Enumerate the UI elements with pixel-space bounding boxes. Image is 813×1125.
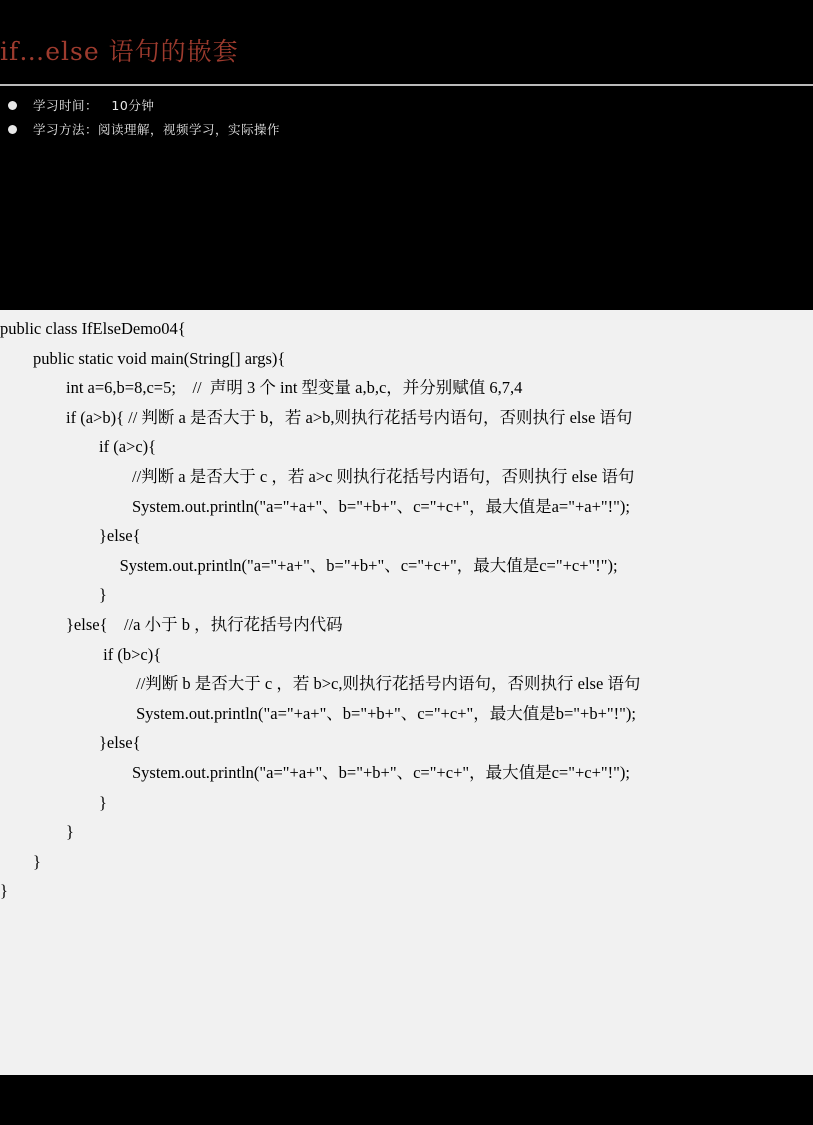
code-line: //判断 a 是否大于 c ，若 a>c 则执行花括号内语句，否则执行 else 语句	[0, 466, 635, 486]
code-line: System.out.println("a="+a+"、b="+b+"、c="+c+"，最大值是a="+a+"!");	[0, 496, 630, 516]
code-block	[0, 310, 813, 1075]
bullet-dot-icon	[8, 125, 17, 134]
code-line: public static void main(String[] args){	[0, 348, 286, 368]
code-line: if (a>b){ // 判断 a 是否大于 b，若 a>b,则执行花括号内语句，否则执行 else 语句	[0, 407, 633, 427]
code-line: System.out.println("a="+a+"、b="+b+"、c="+c+"，最大值是c="+c+"!");	[0, 762, 630, 782]
code-line: if (a>c){	[0, 437, 157, 457]
list-item	[0, 120, 813, 144]
slide-header	[0, 0, 813, 310]
code-line: int a=6,b=8,c=5; // 声明 3 个 int 型变量 a,b,c，并分别赋值 6,7,4	[0, 378, 523, 398]
code-line: System.out.println("a="+a+"、b="+b+"、c="+c+"，最大值是b="+b+"!");	[0, 703, 636, 723]
code-line: public class IfElseDemo04{	[0, 319, 186, 338]
code-line: }	[0, 822, 74, 842]
bullet-dot-icon	[8, 101, 17, 110]
code-line: }else{ //a 小于 b ，执行花括号内代码	[0, 614, 343, 634]
code-line: }	[0, 851, 41, 871]
code-line: }else{	[0, 733, 141, 753]
title-divider	[0, 84, 813, 86]
bullet-list	[0, 96, 813, 144]
code-line: if (b>c){	[0, 644, 162, 664]
code-line: //判断 b 是否大于 c ，若 b>c,则执行花括号内语句，否则执行 else 语句	[0, 674, 641, 694]
list-item-label: 学习方法：阅读理解，视频学习，实际操作	[33, 122, 281, 137]
page-title: if…else 语句的嵌套	[0, 37, 239, 66]
code-line: System.out.println("a="+a+"、b="+b+"、c="+c+"，最大值是c="+c+"!");	[0, 555, 618, 575]
code-line: }else{	[0, 526, 141, 546]
code-line: }	[0, 881, 8, 901]
code-line: }	[0, 792, 107, 812]
list-item	[0, 96, 813, 120]
list-item-label: 学习时间： 10分钟	[33, 98, 155, 113]
code-line: }	[0, 585, 107, 605]
footer-strip	[0, 1075, 813, 1125]
